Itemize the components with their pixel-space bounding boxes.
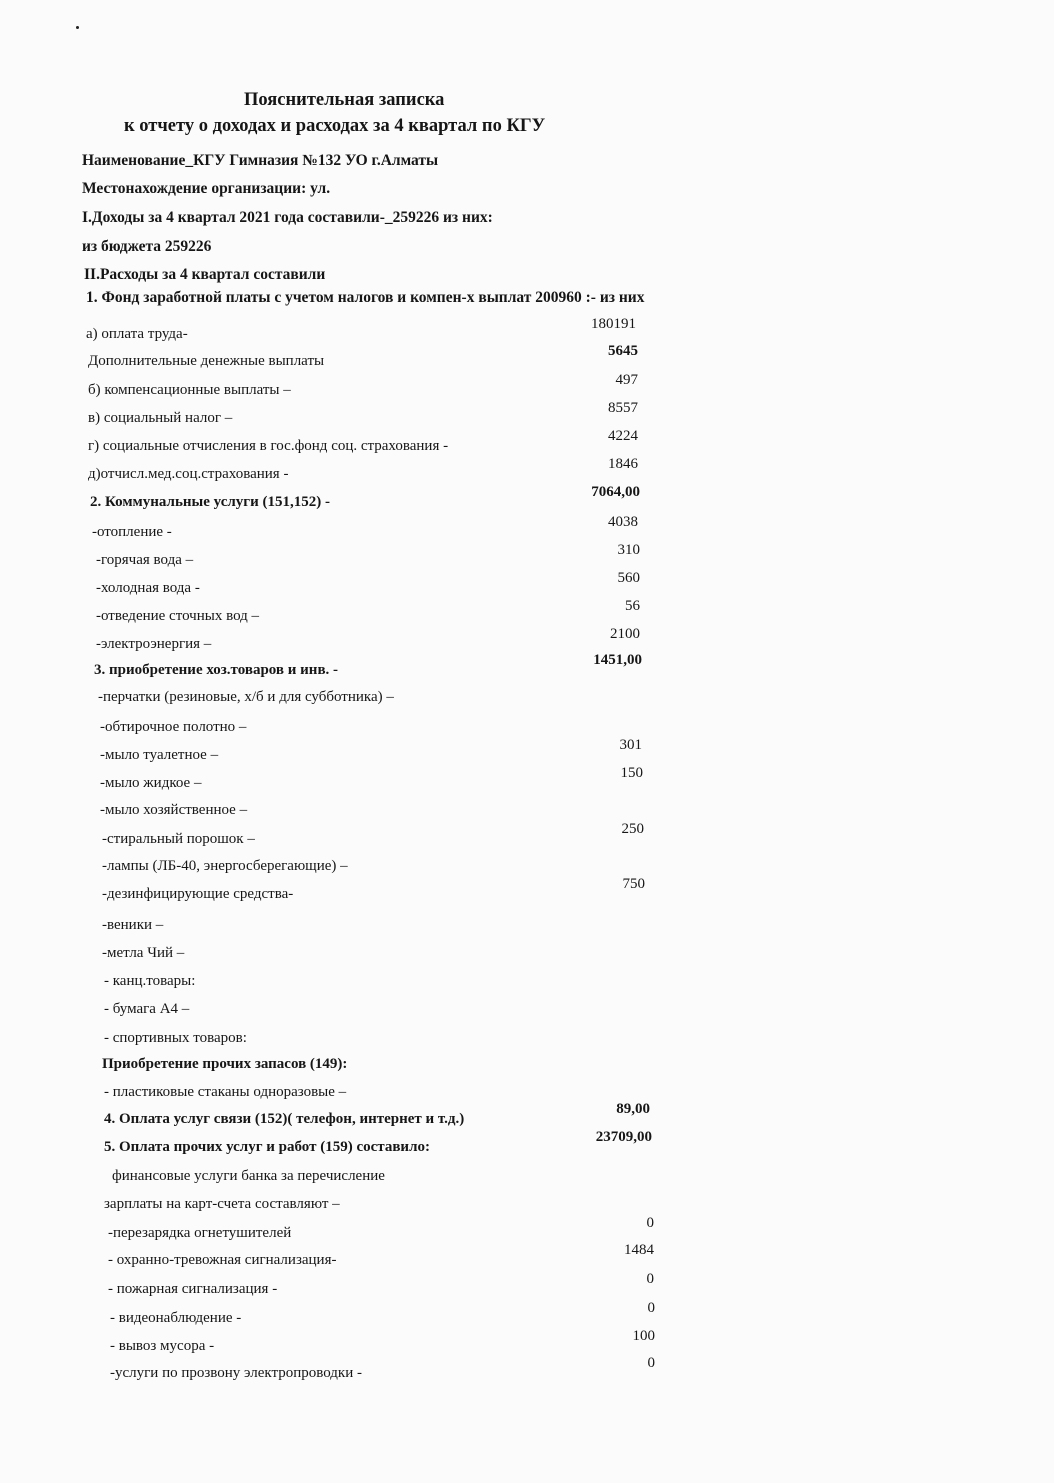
expense-amount: 8557 (608, 400, 638, 416)
scan-speck (76, 26, 79, 29)
expense-label: 3. приобретение хоз.товаров и инв. - (94, 662, 339, 678)
expense-amount: 180191 (591, 316, 636, 332)
expense-label: 4. Оплата услуг связи (152)( телефон, интернет и т.д.) (104, 1111, 465, 1127)
expense-row (0, 1215, 1054, 1249)
expense-label: -мыло хозяйственное – (100, 802, 248, 818)
expense-label: -перчатки (резиновые, х/б и для субботника) – (98, 689, 394, 705)
expense-label: -мыло туалетное – (100, 747, 219, 763)
expense-amount: 0 (646, 1215, 654, 1231)
org-name: Наименование_КГУ Гимназия №132 УО г.Алматы (82, 152, 439, 169)
expense-label: -веники – (102, 917, 164, 933)
expense-row (0, 1129, 1054, 1163)
income-line: I.Доходы за 4 квартал 2021 года составили-_259226 из них: (82, 209, 493, 226)
expense-label: -отведение сточных вод – (96, 608, 260, 624)
expense-label: -стиральный порошок – (102, 831, 255, 847)
expense-amount: 2100 (610, 626, 640, 642)
expense-row (0, 1056, 1054, 1080)
expense-label: -холодная вода - (96, 580, 200, 596)
expense-row (0, 1101, 1054, 1135)
expense-amount: 23709,00 (595, 1129, 652, 1145)
expenses-heading: II.Расходы за 4 квартал составили (84, 266, 326, 283)
expense-row (0, 1084, 1054, 1108)
expense-row (0, 1196, 1054, 1220)
expense-label: -горячая вода – (96, 552, 194, 568)
expense-row (0, 945, 1054, 969)
document-title: Пояснительная записка (244, 90, 445, 110)
expense-row (0, 1300, 1054, 1334)
expense-label: б) компенсационные выплаты – (88, 382, 291, 398)
expense-label: - вывоз мусора - (110, 1338, 215, 1354)
expense-amount: 4038 (608, 514, 638, 530)
expense-label: Приобретение прочих запасов (149): (102, 1056, 348, 1072)
expense-label: - видеонаблюдение - (110, 1310, 242, 1326)
expense-amount: 89,00 (616, 1101, 650, 1117)
expense-label: -отопление - (92, 524, 172, 540)
expense-amount: 0 (647, 1300, 655, 1316)
expense-label: -лампы (ЛБ-40, энергосберегающие) – (102, 858, 348, 874)
expense-label: -мыло жидкое – (100, 775, 202, 791)
expense-label: -дезинфицирующие средства- (102, 886, 294, 902)
expense-amount: 5645 (608, 343, 638, 359)
expense-amount: 560 (617, 570, 640, 586)
salary-fund-line: 1. Фонд заработной платы с учетом налогов и компен-х выплат 200960 :- из них (86, 289, 645, 306)
budget-line: из бюджета 259226 (82, 238, 212, 255)
expense-label: г) социальные отчисления в гос.фонд соц. страхования - (88, 438, 449, 454)
expense-label: - канц.товары: (104, 973, 196, 989)
expense-row (0, 765, 1054, 799)
expense-amount: 0 (646, 1271, 654, 1287)
expense-label: -электроэнергия – (96, 636, 212, 652)
expense-row (0, 1030, 1054, 1054)
expense-amount: 56 (625, 598, 640, 614)
expense-row (0, 917, 1054, 941)
expense-amount: 750 (622, 876, 645, 892)
expense-label: - охранно-тревожная сигнализация- (108, 1252, 337, 1268)
expense-amount: 0 (647, 1355, 655, 1371)
expense-amount: 4224 (608, 428, 638, 444)
expense-row (0, 973, 1054, 997)
expense-label: - бумага А4 – (104, 1001, 190, 1017)
expense-row (0, 876, 1054, 910)
expense-label: - пластиковые стаканы одноразовые – (104, 1084, 347, 1100)
expense-row (0, 1242, 1054, 1276)
expense-row (0, 1271, 1054, 1305)
expense-amount: 7064,00 (591, 484, 640, 500)
expense-row (0, 652, 1054, 686)
expense-amount: 1484 (624, 1242, 654, 1258)
expense-label: -перезарядка огнетушителей (108, 1225, 292, 1241)
document-subtitle: к отчету о доходах и расходах за 4 квартал по КГУ (124, 116, 546, 136)
expense-label: - спортивных товаров: (104, 1030, 247, 1046)
expense-label: - пожарная сигнализация - (108, 1281, 278, 1297)
expense-label: 5. Оплата прочих услуг и работ (159) составило: (104, 1139, 430, 1155)
expense-label: -метла Чий – (102, 945, 185, 961)
expense-label: финансовые услуги банка за перечисление (112, 1168, 385, 1184)
expense-label: зарплаты на карт-счета составляют – (104, 1196, 340, 1212)
expense-amount: 1451,00 (593, 652, 642, 668)
expense-label: а) оплата труда- (86, 326, 188, 342)
expense-amount: 310 (617, 542, 640, 558)
expense-amount: 301 (619, 737, 642, 753)
expense-label: 2. Коммунальные услуги (151,152) - (90, 494, 330, 510)
expense-amount: 1846 (608, 456, 638, 472)
expense-row (0, 1001, 1054, 1025)
expense-label: д)отчисл.мед.соц.страхования - (88, 466, 289, 482)
expense-row (0, 821, 1054, 855)
expense-label: Дополнительные денежные выплаты (88, 353, 325, 369)
org-location: Местонахождение организации: ул. (82, 180, 331, 197)
expense-label: -обтирочное полотно – (100, 719, 247, 735)
expense-label: в) социальный налог – (88, 410, 233, 426)
expense-row (0, 1328, 1054, 1362)
expense-row (0, 689, 1054, 713)
expense-amount: 250 (621, 821, 644, 837)
expense-row (0, 1355, 1054, 1389)
expense-label: -услуги по прозвону электропроводки - (110, 1365, 362, 1381)
expense-amount: 150 (620, 765, 643, 781)
expense-row (0, 1168, 1054, 1192)
expense-amount: 497 (615, 372, 638, 388)
expense-amount: 100 (632, 1328, 655, 1344)
